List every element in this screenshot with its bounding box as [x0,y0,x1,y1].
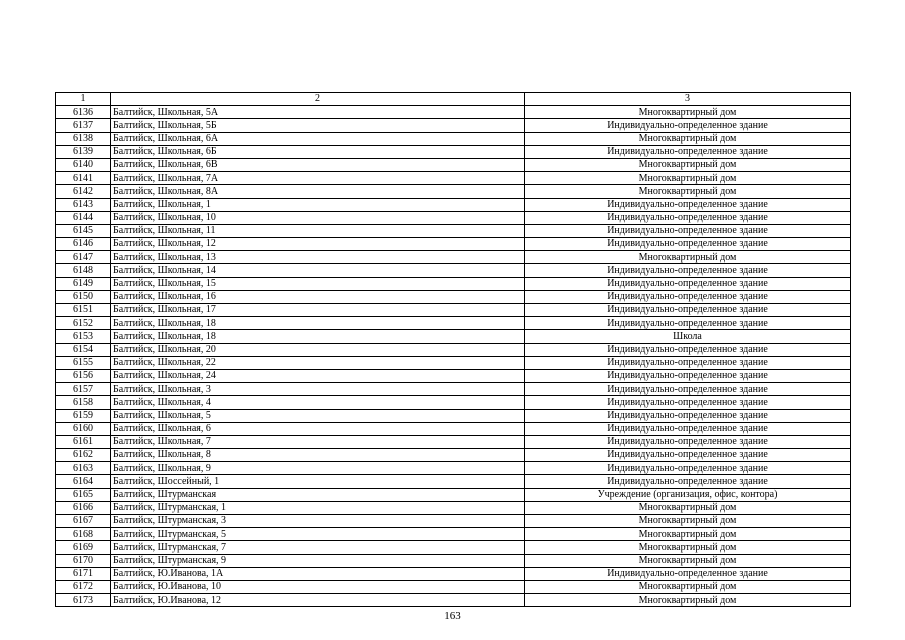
row-number: 6146 [56,238,111,251]
row-number: 6159 [56,409,111,422]
table-row [56,317,851,330]
address-cell: Балтийск, Школьная, 3 [111,383,525,396]
address-cell: Балтийск, Штурманская, 9 [111,554,525,567]
row-number: 6167 [56,515,111,528]
row-number: 6138 [56,132,111,145]
row-number: 6162 [56,449,111,462]
building-type-cell: Многоквартирный дом [525,132,851,145]
table-row [56,172,851,185]
building-type-cell: Учреждение (организация, офис, контора) [525,488,851,501]
row-number: 6144 [56,211,111,224]
address-cell: Балтийск, Школьная, 10 [111,211,525,224]
row-number: 6148 [56,264,111,277]
table-row [56,290,851,303]
building-type-cell: Многоквартирный дом [525,528,851,541]
address-cell: Балтийск, Школьная, 7А [111,172,525,185]
row-number: 6164 [56,475,111,488]
table-row [56,119,851,132]
address-cell: Балтийск, Школьная, 17 [111,304,525,317]
header-row [56,93,851,106]
address-cell: Балтийск, Школьная, 8 [111,449,525,462]
address-cell: Балтийск, Шоссейный, 1 [111,475,525,488]
building-type-cell: Многоквартирный дом [525,541,851,554]
address-register-table [55,92,851,607]
row-number: 6151 [56,304,111,317]
building-type-cell: Многоквартирный дом [525,554,851,567]
address-cell: Балтийск, Штурманская, 1 [111,501,525,514]
table-row [56,422,851,435]
table-row [56,185,851,198]
address-cell: Балтийск, Школьная, 6Б [111,145,525,158]
row-number: 6171 [56,567,111,580]
table-row [56,224,851,237]
building-type-cell: Многоквартирный дом [525,158,851,171]
building-type-cell: Индивидуально-определенное здание [525,264,851,277]
address-cell: Балтийск, Школьная, 16 [111,290,525,303]
building-type-cell: Индивидуально-определенное здание [525,435,851,448]
building-type-cell: Индивидуально-определенное здание [525,304,851,317]
address-cell: Балтийск, Школьная, 7 [111,435,525,448]
address-cell: Балтийск, Ю.Иванова, 10 [111,580,525,593]
address-cell: Балтийск, Школьная, 5А [111,106,525,119]
table-row [56,277,851,290]
building-type-cell: Индивидуально-определенное здание [525,567,851,580]
address-cell: Балтийск, Школьная, 9 [111,462,525,475]
row-number: 6141 [56,172,111,185]
row-number: 6142 [56,185,111,198]
table-row [56,304,851,317]
address-cell: Балтийск, Школьная, 18 [111,317,525,330]
row-number: 6156 [56,369,111,382]
address-cell: Балтийск, Школьная, 14 [111,264,525,277]
building-type-cell: Многоквартирный дом [525,515,851,528]
building-type-cell: Многоквартирный дом [525,106,851,119]
row-number: 6149 [56,277,111,290]
address-cell: Балтийск, Ю.Иванова, 1А [111,567,525,580]
row-number: 6153 [56,330,111,343]
row-number: 6161 [56,435,111,448]
address-cell: Балтийск, Школьная, 5Б [111,119,525,132]
building-type-cell: Многоквартирный дом [525,580,851,593]
building-type-cell: Индивидуально-определенное здание [525,343,851,356]
row-number: 6173 [56,594,111,607]
header-col-1: 1 [56,93,111,106]
address-cell: Балтийск, Школьная, 18 [111,330,525,343]
address-cell: Балтийск, Школьная, 12 [111,238,525,251]
address-cell: Балтийск, Школьная, 22 [111,356,525,369]
table-row [56,515,851,528]
table-row [56,343,851,356]
row-number: 6170 [56,554,111,567]
table-row [56,475,851,488]
table-row [56,567,851,580]
row-number: 6137 [56,119,111,132]
building-type-cell: Многоквартирный дом [525,501,851,514]
address-cell: Балтийск, Школьная, 8А [111,185,525,198]
row-number: 6155 [56,356,111,369]
row-number: 6152 [56,317,111,330]
building-type-cell: Многоквартирный дом [525,251,851,264]
page-number: 163 [444,610,461,622]
building-type-cell: Индивидуально-определенное здание [525,277,851,290]
address-cell: Балтийск, Школьная, 24 [111,369,525,382]
address-cell: Балтийск, Школьная, 5 [111,409,525,422]
table-body [56,106,851,607]
row-number: 6165 [56,488,111,501]
address-cell: Балтийск, Ю.Иванова, 12 [111,594,525,607]
row-number: 6136 [56,106,111,119]
table-row [56,488,851,501]
address-cell: Балтийск, Школьная, 6 [111,422,525,435]
address-cell: Балтийск, Школьная, 6А [111,132,525,145]
row-number: 6154 [56,343,111,356]
building-type-cell: Индивидуально-определенное здание [525,383,851,396]
building-type-cell: Индивидуально-определенное здание [525,422,851,435]
address-cell: Балтийск, Школьная, 4 [111,396,525,409]
address-cell: Балтийск, Штурманская [111,488,525,501]
table-row [56,435,851,448]
row-number: 6158 [56,396,111,409]
address-cell: Балтийск, Школьная, 13 [111,251,525,264]
building-type-cell: Индивидуально-определенное здание [525,145,851,158]
building-type-cell: Индивидуально-определенное здание [525,409,851,422]
row-number: 6150 [56,290,111,303]
table-row [56,158,851,171]
building-type-cell: Индивидуально-определенное здание [525,119,851,132]
table-row [56,409,851,422]
address-cell: Балтийск, Школьная, 6В [111,158,525,171]
address-cell: Балтийск, Школьная, 15 [111,277,525,290]
building-type-cell: Школа [525,330,851,343]
building-type-cell: Индивидуально-определенное здание [525,211,851,224]
address-cell: Балтийск, Школьная, 20 [111,343,525,356]
building-type-cell: Индивидуально-определенное здание [525,369,851,382]
table-row [56,145,851,158]
building-type-cell: Многоквартирный дом [525,172,851,185]
row-number: 6160 [56,422,111,435]
row-number: 6145 [56,224,111,237]
address-cell: Балтийск, Штурманская, 7 [111,541,525,554]
row-number: 6166 [56,501,111,514]
table-row [56,198,851,211]
table-row [56,449,851,462]
table-row [56,554,851,567]
header-col-2: 2 [111,93,525,106]
row-number: 6169 [56,541,111,554]
row-number: 6140 [56,158,111,171]
table-row [56,594,851,607]
building-type-cell: Индивидуально-определенное здание [525,198,851,211]
table-row [56,396,851,409]
building-type-cell: Индивидуально-определенное здание [525,462,851,475]
row-number: 6147 [56,251,111,264]
address-cell: Балтийск, Штурманская, 3 [111,515,525,528]
building-type-cell: Многоквартирный дом [525,594,851,607]
row-number: 6168 [56,528,111,541]
table-row [56,501,851,514]
table-row [56,528,851,541]
table-row [56,383,851,396]
building-type-cell: Индивидуально-определенное здание [525,290,851,303]
address-cell: Балтийск, Школьная, 11 [111,224,525,237]
header-col-3: 3 [525,93,851,106]
table-row [56,369,851,382]
table-row [56,211,851,224]
row-number: 6139 [56,145,111,158]
building-type-cell: Индивидуально-определенное здание [525,475,851,488]
building-type-cell: Многоквартирный дом [525,185,851,198]
building-type-cell: Индивидуально-определенное здание [525,238,851,251]
row-number: 6157 [56,383,111,396]
table-row [56,580,851,593]
table-row [56,238,851,251]
address-cell: Балтийск, Школьная, 1 [111,198,525,211]
building-type-cell: Индивидуально-определенное здание [525,449,851,462]
table-row [56,251,851,264]
address-cell: Балтийск, Штурманская, 5 [111,528,525,541]
table-row [56,356,851,369]
building-type-cell: Индивидуально-определенное здание [525,224,851,237]
building-type-cell: Индивидуально-определенное здание [525,396,851,409]
row-number: 6172 [56,580,111,593]
table-row [56,132,851,145]
table-row [56,541,851,554]
table-row [56,264,851,277]
row-number: 6143 [56,198,111,211]
table-header [56,93,851,106]
building-type-cell: Индивидуально-определенное здание [525,317,851,330]
row-number: 6163 [56,462,111,475]
table-row [56,106,851,119]
table-row [56,462,851,475]
building-type-cell: Индивидуально-определенное здание [525,356,851,369]
table-row [56,330,851,343]
